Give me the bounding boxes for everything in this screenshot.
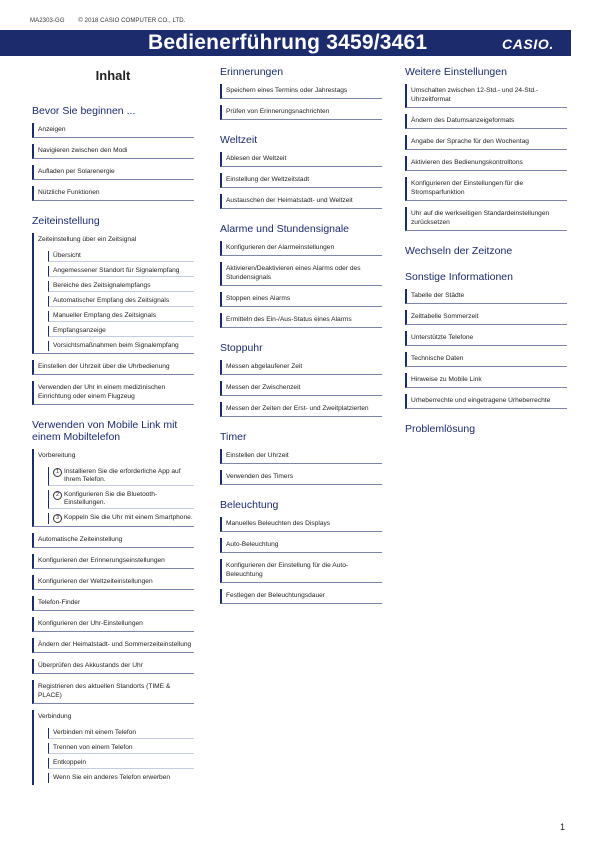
step-number-icon: 3 <box>53 514 62 523</box>
toc-link[interactable]: Uhr auf die werkseitigen Standardeinstellungen zurücksetzen <box>405 207 567 231</box>
toc-sublink-text: Installieren Sie die erforderliche App auf Ihrem Telefon. <box>64 468 181 483</box>
toc-link[interactable]: Stoppen eines Alarms <box>220 292 382 307</box>
section-heading[interactable]: Problemlösung <box>405 423 476 435</box>
toc-column-2 <box>220 62 382 610</box>
toc-link[interactable]: Festlegen der Beleuchtungsdauer <box>220 589 382 604</box>
section-heading[interactable]: Erinnerungen <box>220 66 284 78</box>
toc-link[interactable]: Prüfen von Erinnerungsnachrichten <box>220 105 382 120</box>
toc-link[interactable]: Unterstützte Telefone <box>405 331 567 346</box>
toc-link[interactable]: Austauschen der Heimatstadt- und Weltzeit <box>220 194 382 209</box>
toc-link[interactable]: Ablesen der Weltzeit <box>220 152 382 167</box>
toc-link[interactable]: Anzeigen <box>32 123 194 138</box>
toc-link[interactable]: Konfigurieren der Einstellung für die Auto-Beleuchtung <box>220 559 382 583</box>
toc-link[interactable]: Verbindung <box>38 713 72 720</box>
section-heading[interactable]: Beleuchtung <box>220 499 279 511</box>
section-heading[interactable]: Wechseln der Zeitzone <box>405 245 513 257</box>
toc-sublink[interactable] <box>48 467 194 486</box>
copyright-text: © 2018 CASIO COMPUTER CO., LTD. <box>78 18 186 24</box>
toc-link[interactable]: Speichern eines Termins oder Jahrestags <box>220 84 382 99</box>
page-number: 1 <box>560 822 566 832</box>
section-heading[interactable]: Zeiteinstellung <box>32 215 100 227</box>
toc-column-1 <box>32 62 194 791</box>
toc-sublink[interactable]: Automatischer Empfang des Zeitsignals <box>48 296 194 307</box>
toc-link[interactable]: Aktivieren/Deaktivieren eines Alarms oder des Stundensignals <box>220 262 382 286</box>
toc-link[interactable]: Konfigurieren der Erinnerungseinstellungen <box>32 554 194 569</box>
toc-link[interactable]: Hinweise zu Mobile Link <box>405 373 567 388</box>
section-heading[interactable]: Bevor Sie beginnen ... <box>32 105 136 117</box>
toc-link[interactable]: Tabelle der Städte <box>405 289 567 304</box>
toc-link[interactable]: Messen der Zeiten der Erst- und Zweitplatzierten <box>220 402 382 417</box>
casio-logo: CASIO. <box>502 36 554 52</box>
toc-link[interactable]: Verwenden der Uhr in einem medizinischen Einrichtung oder einem Flugzeug <box>32 381 194 405</box>
toc-group <box>32 449 194 527</box>
toc-link[interactable]: Telefon-Finder <box>32 596 194 611</box>
toc-link[interactable]: Verwenden des Timers <box>220 470 382 485</box>
toc-link[interactable]: Überprüfen des Akkustands der Uhr <box>32 659 194 674</box>
toc-link[interactable]: Konfigurieren der Alarmeinstellungen <box>220 241 382 256</box>
toc-title: Inhalt <box>95 68 131 83</box>
toc-sublink[interactable]: Bereiche des Zeitsignalempfangs <box>48 281 194 292</box>
toc-link[interactable]: Angabe der Sprache für den Wochentag <box>405 135 567 150</box>
toc-sublink[interactable]: Vorsichtsmaßnahmen beim Signalempfang <box>48 341 194 351</box>
section-heading[interactable]: Alarme und Stundensignale <box>220 223 350 235</box>
section-heading[interactable]: Verwenden von Mobile Link mit einem Mobiltelefon <box>32 419 178 443</box>
toc-sublink[interactable]: Entkoppeln <box>48 758 194 769</box>
toc-link[interactable]: Umschalten zwischen 12-Std.- und 24-Std.-Uhrzeitformat <box>405 84 567 108</box>
section-heading[interactable]: Timer <box>220 431 247 443</box>
toc-link[interactable]: Messen abgelaufener Zeit <box>220 360 382 375</box>
toc-link[interactable]: Navigieren zwischen den Modi <box>32 144 194 159</box>
step-number-icon: 1 <box>53 468 62 477</box>
toc-link[interactable]: Nützliche Funktionen <box>32 186 194 201</box>
toc-sublink[interactable]: Wenn Sie ein anderes Telefon erwerben <box>48 773 194 783</box>
toc-link[interactable]: Technische Daten <box>405 352 567 367</box>
toc-link[interactable]: Zeittabelle Sommerzeit <box>405 310 567 325</box>
toc-link[interactable]: Auto-Beleuchtung <box>220 538 382 553</box>
toc-link[interactable]: Zeiteinstellung über ein Zeitsignal <box>38 236 137 243</box>
toc-link[interactable]: Einstellung der Weltzeitstadt <box>220 173 382 188</box>
toc-sublink[interactable]: Übersicht <box>48 251 194 262</box>
toc-link[interactable]: Vorbereitung <box>38 452 76 459</box>
toc-sublink[interactable] <box>48 490 194 509</box>
toc-group <box>32 710 194 785</box>
doc-meta <box>30 18 197 24</box>
toc-sublink[interactable]: Verbinden mit einem Telefon <box>48 728 194 739</box>
toc-link[interactable]: Konfigurieren der Einstellungen für die Stromsparfunktion <box>405 177 567 201</box>
toc-sublink[interactable]: Empfangsanzeige <box>48 326 194 337</box>
toc-link[interactable]: Automatische Zeiteinstellung <box>32 533 194 548</box>
toc-sublink[interactable] <box>48 513 194 524</box>
doc-code: MA2303-GG <box>30 18 65 24</box>
toc-link[interactable]: Ändern des Datumsanzeigeformats <box>405 114 567 129</box>
toc-sublink-text: Konfigurieren Sie die Bluetooth-Einstellungen. <box>64 491 158 506</box>
section-heading[interactable]: Sonstige Informationen <box>405 271 513 283</box>
toc-sublink[interactable]: Trennen von einem Telefon <box>48 743 194 754</box>
toc-link[interactable]: Manuelles Beleuchten des Displays <box>220 517 382 532</box>
toc-link[interactable]: Ermitteln des Ein-/Aus-Status eines Alarms <box>220 313 382 328</box>
toc-sublink-text: Koppeln Sie die Uhr mit einem Smartphone. <box>64 514 193 521</box>
toc-group <box>32 233 194 354</box>
toc-sublink[interactable]: Manueller Empfang des Zeitsignals <box>48 311 194 322</box>
toc-link[interactable]: Einstellen der Uhrzeit <box>220 449 382 464</box>
toc-column-3 <box>405 62 567 441</box>
toc-link[interactable]: Konfigurieren der Weltzeiteinstellungen <box>32 575 194 590</box>
toc-link[interactable]: Konfigurieren der Uhr-Einstellungen <box>32 617 194 632</box>
section-heading[interactable]: Weitere Einstellungen <box>405 66 507 78</box>
toc-link[interactable]: Urheberrechte und eingetragene Urheberrechte <box>405 394 567 409</box>
document-title: Bedienerführung 3459/3461 <box>148 31 428 54</box>
toc-link[interactable]: Aktivieren des Bedienungskontrolltons <box>405 156 567 171</box>
toc-link[interactable]: Aufladen per Solarenergie <box>32 165 194 180</box>
toc-link[interactable]: Registrieren des aktuellen Standorts (TIME & PLACE) <box>32 680 194 704</box>
step-number-icon: 2 <box>53 491 62 500</box>
section-heading[interactable]: Stoppuhr <box>220 342 263 354</box>
section-heading[interactable]: Weltzeit <box>220 134 258 146</box>
toc-link[interactable]: Ändern der Heimatstadt- und Sommerzeiteinstellung <box>32 638 194 653</box>
toc-link[interactable]: Einstellen der Uhrzeit über die Uhrbedienung <box>32 360 194 375</box>
toc-link[interactable]: Messen der Zwischenzeit <box>220 381 382 396</box>
toc-sublink[interactable]: Angemessener Standort für Signalempfang <box>48 266 194 277</box>
